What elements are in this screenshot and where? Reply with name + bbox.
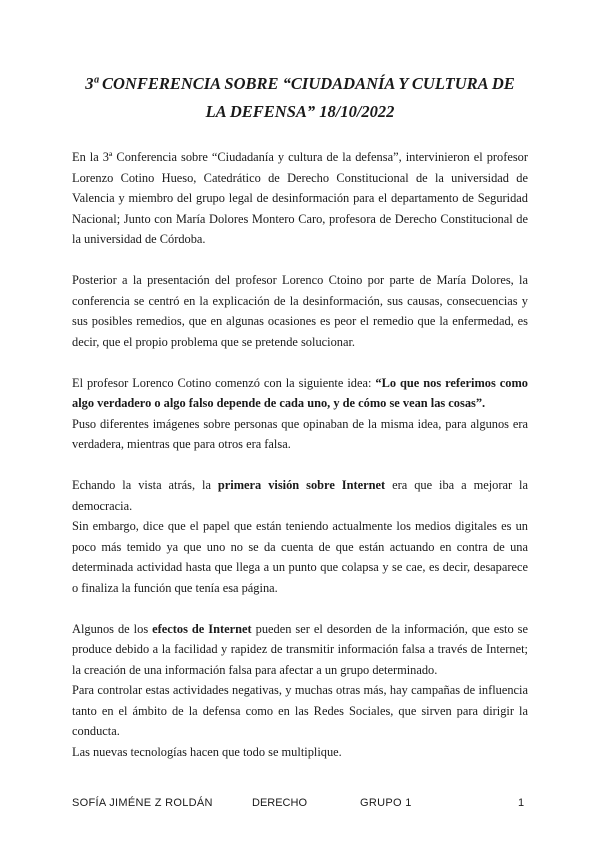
footer-author: SOFÍA JIMÉNE Z ROLDÁN	[72, 797, 213, 809]
paragraph-text: pueden ser el desorden de la información, que esto se produce debido a la facilidad y rapidez de transmitir información falsa a través de Internet; la creación de una información falsa para afectar a un grupo determinado.	[72, 621, 528, 677]
paragraph-text: era que iba a mejorar la democracia.	[72, 478, 529, 513]
paragraph-new-technologies: Las nuevas tecnologías hacen que todo se multiplique.	[72, 744, 342, 759]
footer-subject: DERECHO	[252, 797, 308, 809]
paragraph-digital-media: Sin embargo, dice que el papel que están teniendo actualmente los medios digitales es un poco más temido ya que uno no se da cuenta de que están actuando en contra de una determinada actividad hasta que llega a un punto que colapsa y se cae, es decir, desaparece o finaliza la función que tenía esa página.	[72, 519, 528, 595]
title-line-2: LA DEFENSA” 18/10/2022	[205, 102, 395, 121]
title-line-1: 3ª CONFERENCIA SOBRE “CIUDADANÍA Y CULTURA DE	[85, 74, 515, 93]
paragraph-intro: En la 3ª Conferencia sobre “Ciudadanía y cultura de la defensa”, intervinieron el profesor Lorenzo Cotino Hueso, Catedrático de Derecho Constitucional de la universidad de Valencia y miembro del grupo legal de desinformación para el departamento de Seguridad Nacional; Junto con María Dolores Montero Caro, profesora de Derecho Constitucional de la universidad de Córdoba.	[72, 150, 528, 246]
paragraph-internet-effects	[72, 619, 528, 681]
paragraph-text: Echando la vista atrás, la	[72, 478, 218, 492]
footer-page-number: 1	[518, 797, 525, 809]
paragraph-influence-campaigns: Para controlar estas actividades negativas, y muchas otras más, hay campañas de influencia tanto en el ámbito de la defensa como en las Redes Sociales, que sirven para dirigir la conducta.	[72, 683, 528, 738]
paragraph-images: Puso diferentes imágenes sobre personas que opinaban de la misma idea, para algunos era verdadera, mientras que para otros era falsa.	[72, 416, 528, 451]
paragraph-internet-vision	[72, 475, 528, 516]
document-body	[72, 147, 528, 762]
paragraph-presentation: Posterior a la presentación del profesor Lorenco Ctoino por parte de María Dolores, la conferencia se centró en la explicación de la desinformación, sus causas, consecuencias y sus posibles remedios, que en algunas ocasiones es peor el remedio que la enfermedad, es decir, que el propio problema que se pretende solucionar.	[72, 273, 528, 349]
footer-group: GRUPO 1	[360, 797, 412, 809]
paragraph-text: Algunos de los	[72, 621, 153, 636]
paragraph-text: El profesor Lorenco Cotino comenzó con la siguiente idea:	[72, 375, 376, 390]
emphasis-bold: efectos de Internet	[152, 621, 252, 636]
page-footer	[0, 797, 600, 813]
paragraph-opening-idea	[72, 373, 528, 414]
emphasis-bold: primera visión sobre Internet	[217, 478, 386, 492]
document-title	[60, 70, 540, 126]
quote-bold: “Lo que nos referimos como algo verdadero o algo falso depende de cada uno, y de cómo se vean las cosas”.	[72, 375, 528, 410]
